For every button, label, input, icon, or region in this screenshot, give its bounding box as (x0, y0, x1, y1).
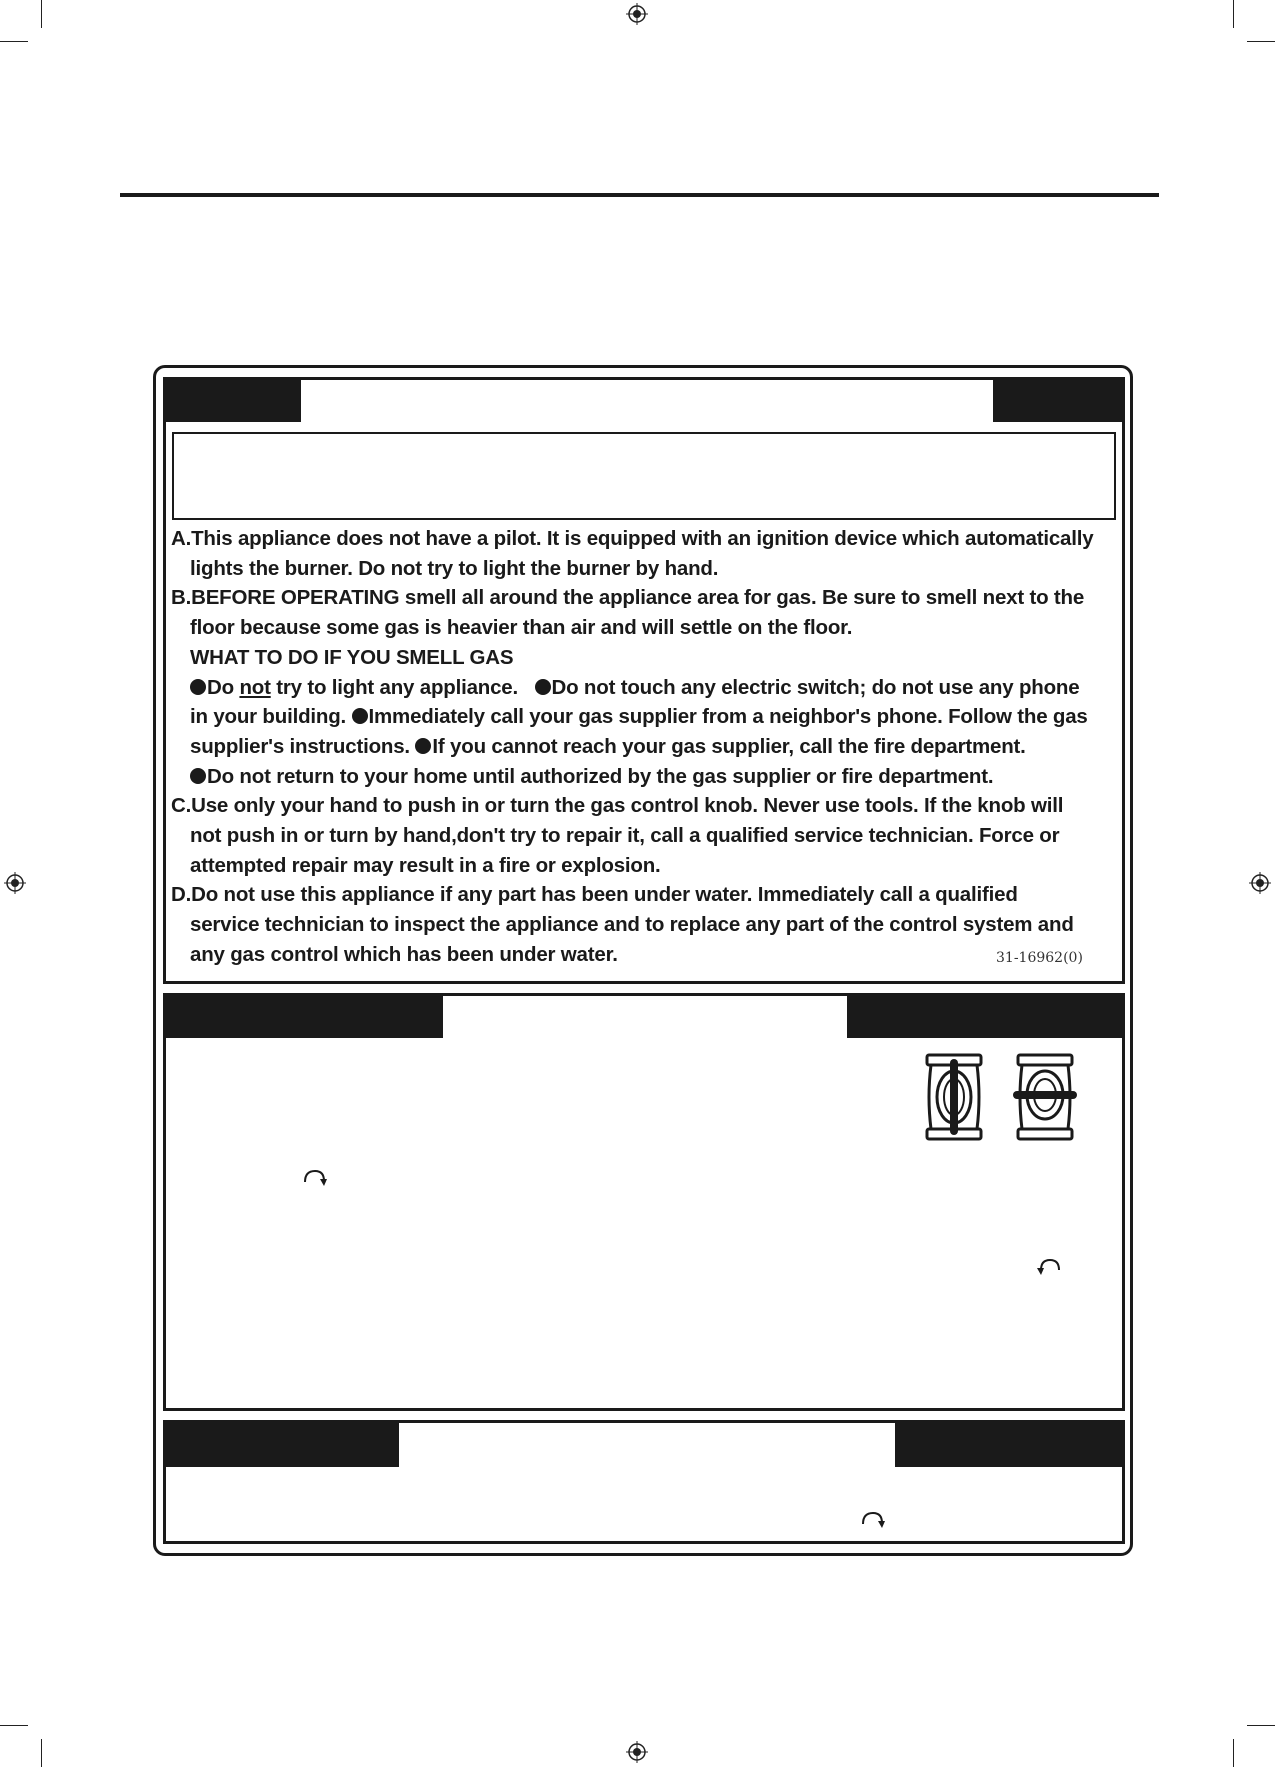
crop-mark (1233, 1739, 1234, 1767)
item-d-line2: service technician to inspect the appliance and to replace any part of the control system and (190, 913, 1074, 937)
smell-gas-line3: supplier's instructions. If you cannot reach your gas supplier, call the fire department. (190, 734, 1026, 758)
bullet-icon (352, 708, 368, 724)
crop-mark (1247, 41, 1275, 42)
crop-mark (1247, 1725, 1275, 1726)
registration-mark-icon (626, 3, 648, 25)
crop-mark (0, 41, 28, 42)
item-d-line3: any gas control which has been under water. (190, 942, 618, 966)
knob-off-position-icon (1013, 1053, 1077, 1141)
item-a-line2: lights the burner. Do not try to light the burner by hand. (190, 556, 719, 580)
registration-mark-icon (4, 872, 26, 894)
panel-header-title-area (443, 996, 847, 1038)
bullet-icon (415, 738, 431, 754)
bullet-icon (190, 679, 206, 695)
panel-header-bar (166, 1423, 1122, 1467)
panel-header-title-area (301, 380, 993, 422)
safety-instructions (171, 524, 1111, 970)
turn-off-gas-panel (163, 1420, 1125, 1544)
counterclockwise-arrow-icon (302, 1168, 328, 1188)
header-rule (120, 193, 1159, 197)
warning-box (172, 432, 1116, 520)
panel-header-title-area (399, 1423, 895, 1467)
bullet-icon (535, 679, 551, 695)
item-d-line1: D.Do not use this appliance if any part has been under water. Immediately call a qualified (171, 883, 1018, 907)
crop-mark (0, 1725, 28, 1726)
label-part-number: 31-16962(0) (996, 950, 1083, 966)
crop-mark (41, 0, 42, 28)
panel-header-bar (166, 996, 1122, 1038)
smell-gas-line1: Do not try to light any appliance. Do not touch any electric switch; do not use any phone (171, 673, 1111, 703)
item-c-line3: attempted repair may result in a fire or explosion. (190, 853, 661, 877)
item-b-line1: B.BEFORE OPERATING smell all around the appliance area for gas. Be sure to smell next to the (171, 586, 1085, 610)
item-c-line2: not push in or turn by hand,don't try to repair it, call a qualified service technician. Force or (190, 824, 1060, 848)
counterclockwise-arrow-icon (860, 1510, 886, 1530)
smell-gas-line4: Do not return to your home until authorized by the gas supplier or fire department. (171, 762, 1111, 792)
crop-mark (41, 1739, 42, 1767)
registration-mark-icon (1249, 872, 1271, 894)
item-b-line2: floor because some gas is heavier than air and will settle on the floor. (190, 616, 853, 640)
crop-mark (1233, 0, 1234, 28)
smell-gas-heading: WHAT TO DO IF YOU SMELL GAS (190, 645, 514, 669)
registration-mark-icon (626, 1741, 648, 1763)
bullet-icon (190, 768, 206, 784)
panel-header-bar (166, 380, 1122, 422)
smell-gas-line2: in your building. Immediately call your gas supplier from a neighbor's phone. Follow the gas (190, 705, 1088, 729)
counterclockwise-arrow-icon (1036, 1257, 1062, 1277)
item-a-line1: A.This appliance does not have a pilot. It is equipped with an ignition device which automatically (171, 527, 1094, 550)
knob-on-position-icon (925, 1053, 983, 1141)
item-c-line1: C.Use only your hand to push in or turn the gas control knob. Never use tools. If the knob will (171, 794, 1064, 818)
